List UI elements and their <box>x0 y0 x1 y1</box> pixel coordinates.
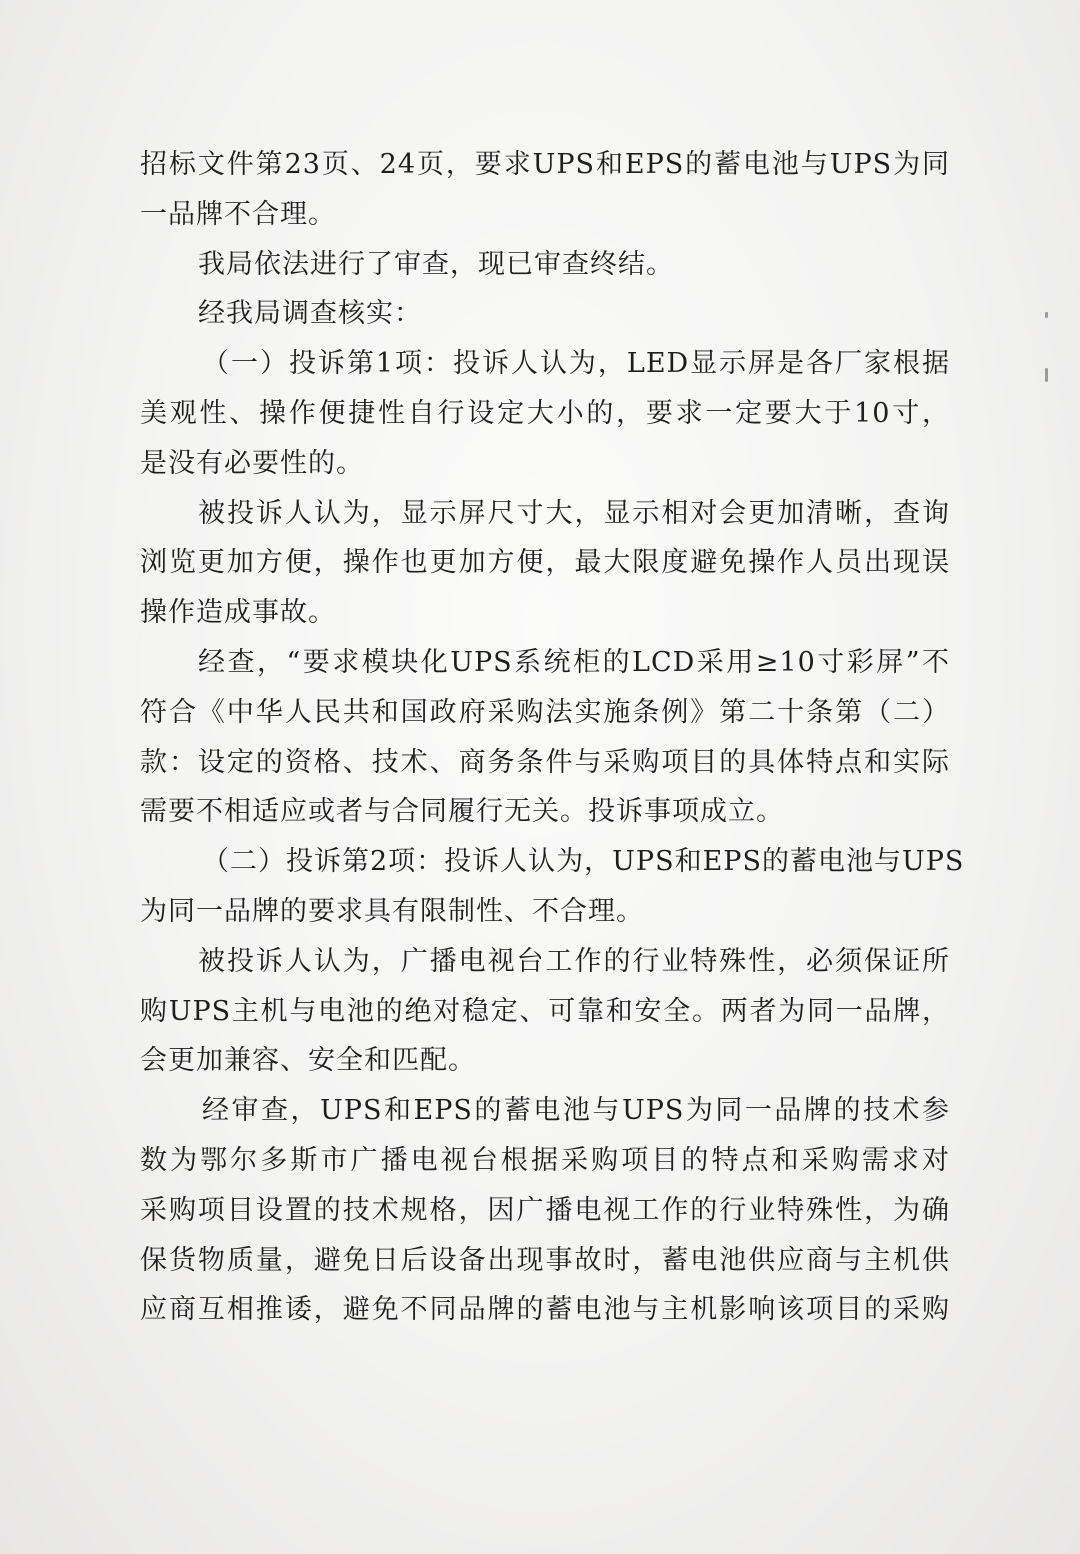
text-line: 保货物质量，避免日后设备出现事故时，蓄电池供应商与主机供 <box>140 1244 950 1276</box>
text-line: 经我局调查核实： <box>198 298 422 330</box>
text-line: 符合《中华人民共和国政府采购法实施条例》第二十条第（二） <box>140 696 950 728</box>
text-line: 浏览更加方便，操作也更加方便，最大限度避免操作人员出现误 <box>140 547 950 579</box>
text-line: 需要不相适应或者与合同履行无关。投诉事项成立。 <box>140 796 784 828</box>
text-line: 我局依法进行了审查，现已审查终结。 <box>198 248 674 280</box>
text-line: 为同一品牌的要求具有限制性、不合理。 <box>140 895 644 927</box>
text-line: （二）投诉第2项：投诉人认为，UPS和EPS的蓄电池与UPS <box>202 846 965 878</box>
text-line: 被投诉人认为，广播电视台工作的行业特殊性，必须保证所 <box>198 945 950 977</box>
margin-speck <box>1045 312 1048 318</box>
text-line: 招标文件第23页、24页，要求UPS和EPS的蓄电池与UPS为同 <box>140 149 950 180</box>
document-body <box>140 140 965 1335</box>
text-line: 美观性、操作便捷性自行设定大小的，要求一定要大于10寸， <box>140 397 950 429</box>
text-line: 款：设定的资格、技术、商务条件与采购项目的具体特点和实际 <box>140 746 950 778</box>
text-line: 被投诉人认为，显示屏尺寸大，显示相对会更加清晰，查询 <box>198 497 950 529</box>
text-line: 经查，“要求模块化UPS系统柜的LCD采用≥10寸彩屏”不 <box>198 646 950 678</box>
text-line: （一）投诉第1项：投诉人认为，LED显示屏是各厂家根据 <box>202 348 950 380</box>
text-line: 购UPS主机与电池的绝对稳定、可靠和安全。两者为同一品牌， <box>140 995 950 1027</box>
text-line: 经审查，UPS和EPS的蓄电池与UPS为同一品牌的技术参 <box>202 1095 950 1127</box>
margin-speck <box>1045 368 1048 382</box>
text-line: 是没有必要性的。 <box>140 447 364 479</box>
text-line: 操作造成事故。 <box>140 597 336 629</box>
text-line: 一品牌不合理。 <box>140 198 336 230</box>
text-line: 会更加兼容、安全和匹配。 <box>140 1045 476 1077</box>
text-line: 数为鄂尔多斯市广播电视台根据采购项目的特点和采购需求对 <box>140 1144 950 1176</box>
text-line: 采购项目设置的技术规格，因广播电视工作的行业特殊性，为确 <box>140 1194 950 1226</box>
text-line: 应商互相推诿，避免不同品牌的蓄电池与主机影响该项目的采购 <box>140 1294 950 1326</box>
